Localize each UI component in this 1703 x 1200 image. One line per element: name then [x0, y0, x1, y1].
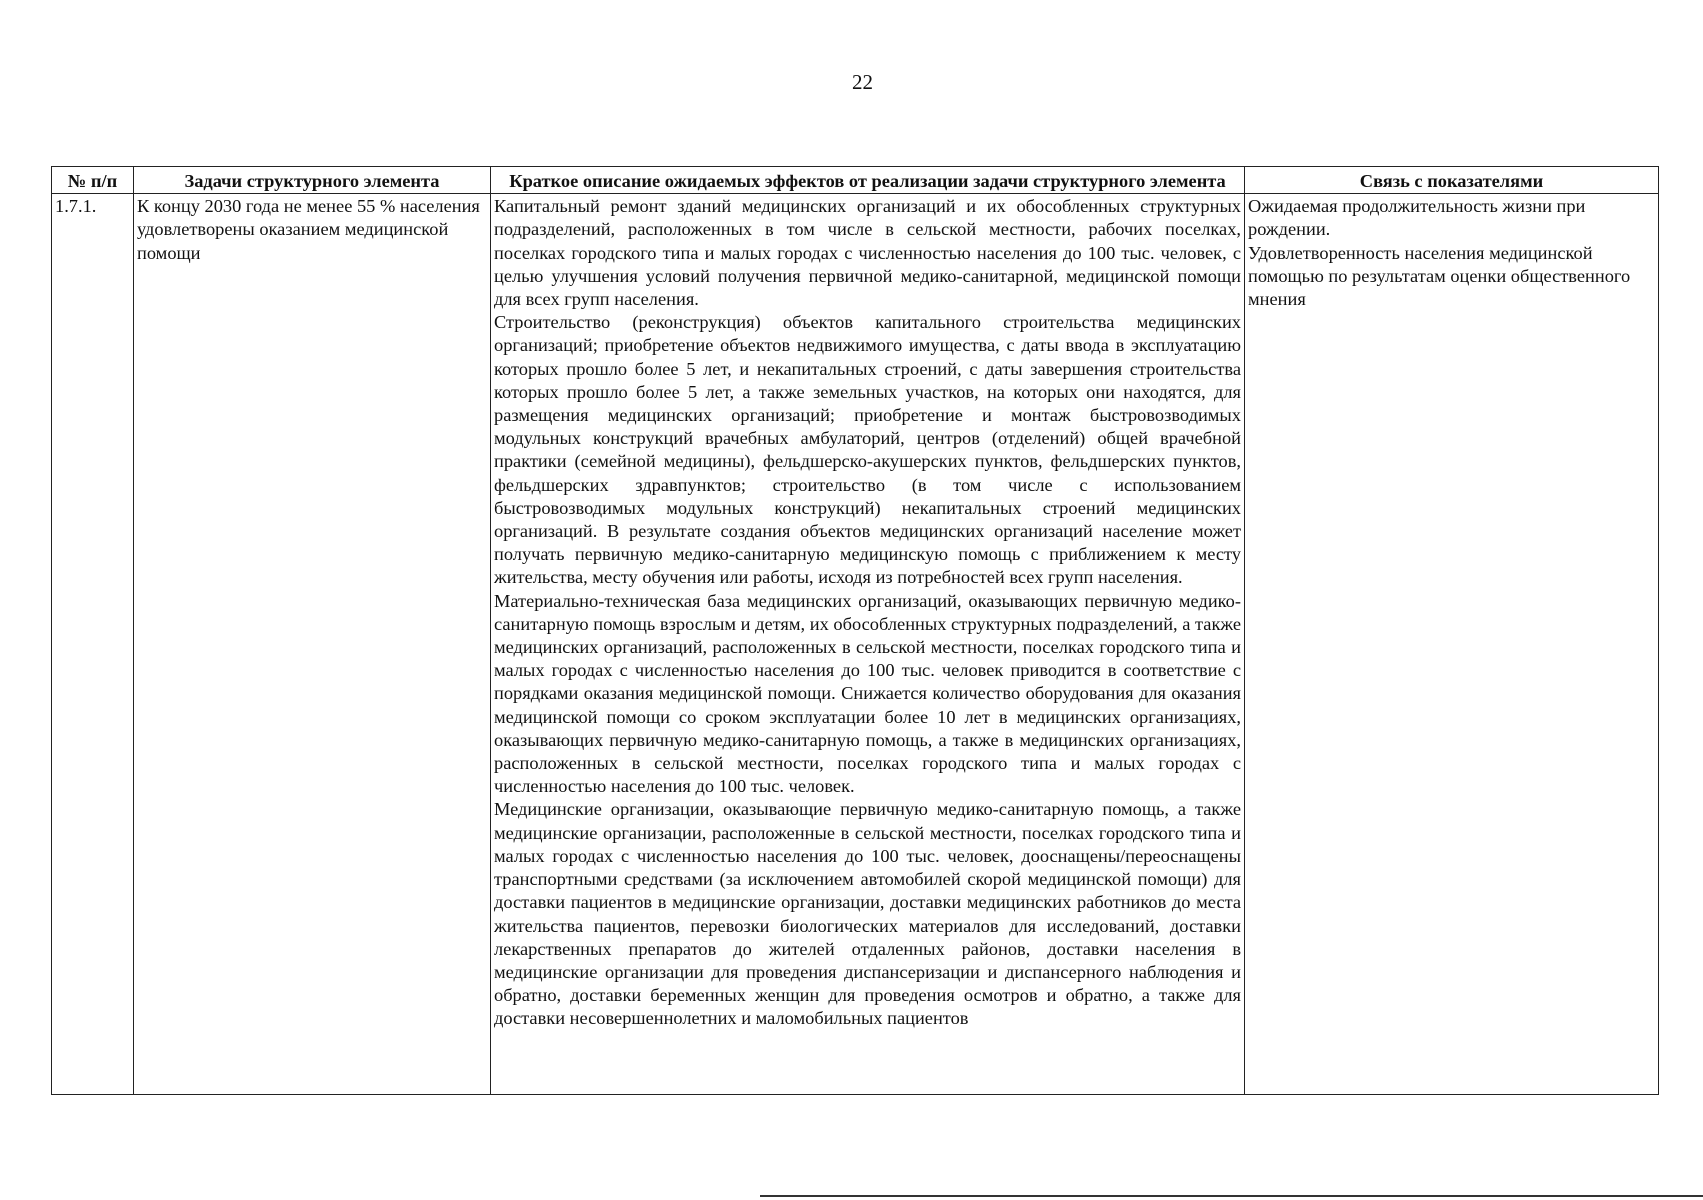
row-num: 1.7.1.	[52, 194, 134, 1095]
description-paragraph: Капитальный ремонт зданий медицинских организаций и их обособленных структурных подразделений, расположенных в том числе в сельской местности, рабочих поселках, поселках городского типа и малых городах с численностью населения до 100 тыс. человек, с целью улучшения условий получения первичной медико-санитарной, медицинской помощи для всех групп населения.	[494, 196, 1241, 310]
table-row	[52, 194, 1659, 1095]
description-paragraph: Строительство (реконструкция) объектов капитального строительства медицинских организаций; приобретение объектов недвижимого имущества, с даты ввода в эксплуатацию которых прошло более 5 лет, и некапитальных строений, с даты завершения строительства которых прошло более 5 лет, а также земельных участков, на которых они находятся, для размещения медицинских организаций; приобретение и монтаж быстровозводимых модульных конструкций врачебных амбулаторий, центров (отделений) общей врачебной практики (семейной медицины), фельдшерско-акушерских пунктов, фельдшерских пунктов, фельдшерских здравпунктов; строительство (в том числе с использованием быстровозводимых модульных конструкций) некапитальных строений медицинских организаций. В результате создания объектов медицинских организаций население может получать первичную медико-санитарную медицинскую помощь с приближением к месту жительства, месту обучения или работы, исходя из потребностей всех групп населения.	[494, 312, 1241, 588]
description-paragraph: Медицинские организации, оказывающие первичную медико-санитарную помощь, а также медицинские организации, расположенные в сельской местности, поселках городского типа и малых городах с численностью населения до 100 тыс. человек, дооснащены/переоснащены транспортными средствами (за исключением автомобилей скорой медицинской помощи) для доставки пациентов в медицинские организации, доставки медицинских работников до места жительства пациентов, перевозки биологических материалов для исследований, доставки лекарственных препаратов до жителей отдаленных районов, доставки населения в медицинские организации для проведения диспансеризации и диспансерного наблюдения и обратно, доставки беременных женщин для проведения осмотров и обратно, а также для доставки несовершеннолетних и маломобильных пациентов	[494, 799, 1241, 1029]
header-indicators: Связь с показателями	[1245, 167, 1659, 194]
description-paragraph: Материально-техническая база медицинских организаций, оказывающих первичную медико-санитарную помощь взрослым и детям, их обособленных структурных подразделений, а также медицинских организаций, расположенных в сельской местности, поселках городского типа и малых городах с численностью населения до 100 тыс. человек приводится в соответствие с порядками оказания медицинской помощи. Снижается количество оборудования для оказания медицинской помощи со сроком эксплуатации более 10 лет в медицинских организациях, оказывающих первичную медико-санитарную помощь, а также в медицинских организациях, расположенных в сельской местности, поселках городского типа и малых городах с численностью населения до 100 тыс. человек.	[494, 590, 1241, 797]
row-description	[491, 194, 1245, 1095]
row-task: К концу 2030 года не менее 55 % населения удовлетворены оказанием медицинской помощи	[134, 194, 491, 1095]
header-task: Задачи структурного элемента	[134, 167, 491, 194]
page-number: 22	[852, 70, 873, 94]
indicator-item: Удовлетворенность населения медицинской помощью по результатам оценки общественного мнения	[1248, 242, 1631, 310]
header-description: Краткое описание ожидаемых эффектов от реализации задачи структурного элемента	[491, 167, 1245, 194]
table-header-row	[52, 167, 1659, 194]
row-indicators	[1245, 194, 1659, 1095]
indicator-item: Ожидаемая продолжительность жизни при рождении.	[1248, 196, 1586, 240]
header-num: № п/п	[52, 167, 134, 194]
scan-edge-line	[760, 1195, 1703, 1197]
structural-element-table	[51, 166, 1659, 1095]
